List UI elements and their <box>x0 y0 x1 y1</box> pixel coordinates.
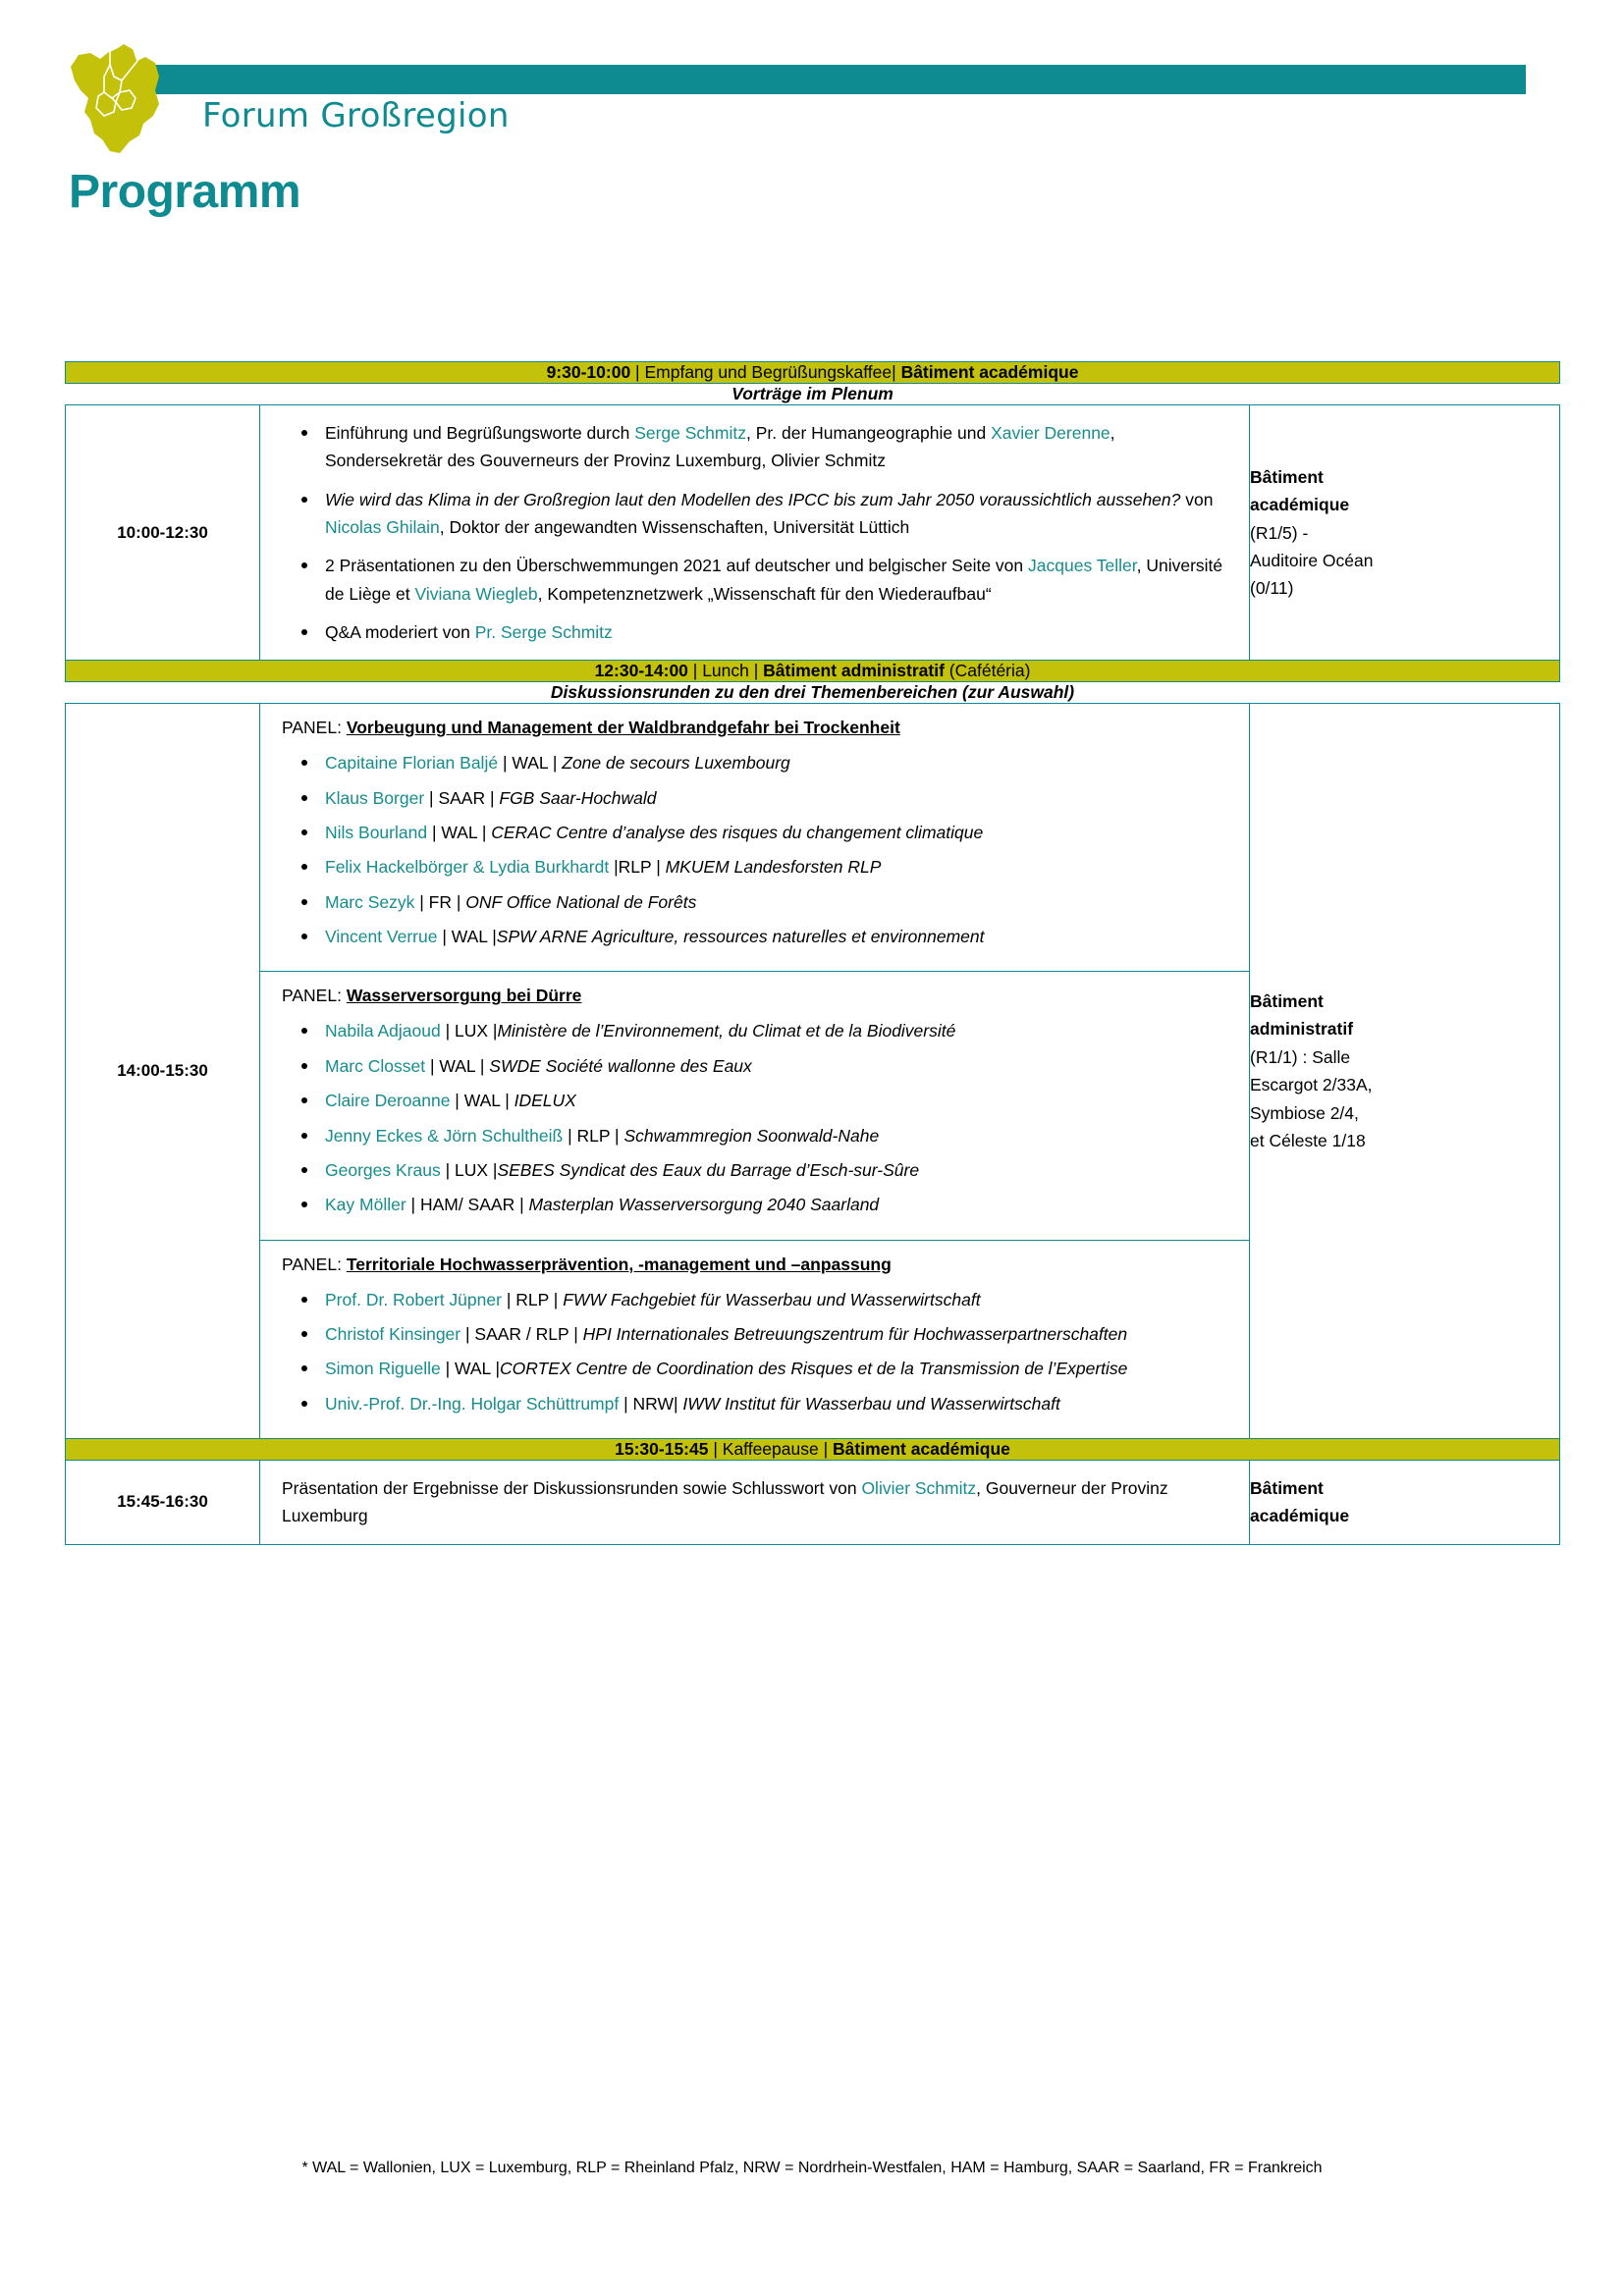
table-row <box>66 704 1560 1439</box>
plenum-bullet-1-seg-2: Nicolas Ghilain <box>325 517 440 538</box>
panel-1-speaker-2-org: IDELUX <box>514 1091 576 1111</box>
panels-place-line-2: (R1/1) : Salle <box>1250 1046 1351 1067</box>
panel-0-speaker-5-region: | WAL | <box>437 927 497 947</box>
panel-1-speaker-4-name: Georges Kraus <box>325 1159 441 1180</box>
panel-2-heading <box>282 1255 1231 1275</box>
panel-0-speaker-3-name: Felix Hackelbörger & Lydia Burkhardt <box>325 857 610 878</box>
plenum-bullet-2 <box>325 552 1229 608</box>
panel-1-speaker-4 <box>325 1156 1231 1184</box>
panel-0-speaker-1-org: FGB Saar-Hochwald <box>499 787 657 808</box>
plenum-bullet-list <box>282 419 1229 646</box>
panel-0-speaker-5 <box>325 923 1231 950</box>
subhead-plenum: Vorträge im Plenum <box>66 384 1560 405</box>
panel-2-speaker-1 <box>325 1320 1231 1348</box>
panel-1-speaker-4-region: | LUX | <box>440 1159 498 1180</box>
plenum-place <box>1250 405 1560 661</box>
page-title: Programm <box>69 166 301 218</box>
panel-1-speaker-4-org: SEBES Syndicat des Eaux du Barrage d’Esch-sur-Sûre <box>497 1159 920 1180</box>
panel-2-speaker-3 <box>325 1390 1231 1417</box>
plenum-bullet-1 <box>325 486 1229 542</box>
band-coffee-time: 15:30-15:45 <box>615 1438 709 1459</box>
plenum-bullet-3 <box>325 618 1229 646</box>
closing-content <box>260 1460 1250 1544</box>
panel-1-speaker-3 <box>325 1122 1231 1149</box>
band-lunch-place: Bâtiment administratif <box>763 661 945 681</box>
band-lunch-time: 12:30-14:00 <box>594 661 688 681</box>
panel-2-speaker-1-name: Christof Kinsinger <box>325 1323 461 1344</box>
panels-place-line-3: Escargot 2/33A, <box>1250 1075 1373 1095</box>
panel-0-speaker-3 <box>325 853 1231 881</box>
panel-1-speaker-2 <box>325 1087 1231 1114</box>
closing-text-seg-2: , Gouverneur der Provinz Luxemburg <box>282 1477 1168 1526</box>
footnote: * WAL = Wallonien, LUX = Luxemburg, RLP = Rheinland Pfalz, NRW = Nordrhein-Westfalen, HAM = Hamburg, SAAR = Saarland, FR = Frankreich <box>301 2160 1323 2176</box>
panel-0-heading <box>282 718 1231 738</box>
panel-1-speaker-1-org: SWDE Société wallonne des Eaux <box>489 1055 752 1076</box>
plenum-content <box>260 405 1250 661</box>
table-row <box>66 362 1560 384</box>
panel-block-0 <box>260 704 1249 972</box>
panel-0-speaker-0-name: Capitaine Florian Baljé <box>325 753 499 774</box>
panel-1-speaker-0-name: Nabila Adjaoud <box>325 1021 441 1041</box>
plenum-bullet-1-seg-0: Wie wird das Klima in der Großregion laut den Modellen des IPCC bis zum Jahr 2050 voraussichtlich aussehen? <box>325 489 1181 509</box>
table-row <box>66 682 1560 704</box>
plenum-place-line-2: (R1/5) - <box>1250 522 1309 543</box>
band-lunch-sep1: | <box>687 661 703 681</box>
panel-0-speaker-2 <box>325 819 1231 846</box>
panel-1-speaker-list <box>282 1017 1231 1218</box>
subhead-panels: Diskussionsrunden zu den drei Themenbereichen (zur Auswahl) <box>66 682 1560 704</box>
panel-block-1 <box>260 972 1249 1240</box>
panel-1-speaker-3-region: | RLP | <box>563 1125 624 1146</box>
plenum-bullet-2-seg-2: , Université de Liège et <box>325 556 1223 604</box>
brand-title: Forum Großregion <box>202 96 510 135</box>
table-row <box>66 1438 1560 1460</box>
panel-block-2 <box>260 1241 1249 1438</box>
panel-0-speaker-1-name: Klaus Borger <box>325 787 425 808</box>
plenum-bullet-3-seg-1: Pr. Serge Schmitz <box>474 622 613 643</box>
closing-text-seg-0: Präsentation der Ergebnisse der Diskussionsrunden sowie Schlusswort von <box>282 1477 862 1498</box>
plenum-place-line-3: Auditoire Océan <box>1250 550 1374 570</box>
panel-2-speaker-2-region: | WAL | <box>440 1359 501 1379</box>
plenum-place-line-4: (0/11) <box>1250 578 1294 599</box>
panel-0-speaker-1 <box>325 784 1231 812</box>
panel-2-speaker-0-name: Prof. Dr. Robert Jüpner <box>325 1289 502 1309</box>
band-lunch-extra: (Cafétéria) <box>944 661 1031 681</box>
panel-0-speaker-0-region: | WAL | <box>498 753 563 774</box>
plenum-bullet-0-seg-1: Serge Schmitz <box>634 423 746 443</box>
plenum-bullet-2-seg-3: Viviana Wiegleb <box>414 583 538 604</box>
plenum-place-line-0: Bâtiment <box>1250 466 1324 487</box>
panel-2-speaker-0-region: | RLP | <box>501 1289 564 1309</box>
table-row <box>66 384 1560 405</box>
band-coffee <box>66 1438 1560 1460</box>
panel-0-speaker-5-name: Vincent Verrue <box>325 927 438 947</box>
plenum-bullet-0-seg-3: Xavier Derenne <box>991 423 1110 443</box>
closing-place-line-0: Bâtiment <box>1250 1477 1324 1498</box>
panel-2-speaker-1-org: HPI Internationales Betreuungszentrum für Hochwasserpartnerschaften <box>582 1323 1128 1344</box>
panel-0-title: Vorbeugung und Management der Waldbrandgefahr bei Trockenheit <box>346 718 900 738</box>
closing-place <box>1250 1460 1560 1544</box>
panel-2-speaker-2-name: Simon Riguelle <box>325 1359 441 1379</box>
teal-header-bar <box>100 65 1526 94</box>
table-row <box>66 661 1560 682</box>
plenum-bullet-0-seg-4: , Sondersekretär des Gouverneurs der Provinz Luxemburg, Olivier Schmitz <box>325 423 1115 471</box>
panel-1-speaker-1 <box>325 1052 1231 1080</box>
panel-2-speaker-0 <box>325 1286 1231 1313</box>
panel-2-speaker-0-org: FWW Fachgebiet für Wasserbau und Wasserwirtschaft <box>563 1289 981 1309</box>
panel-2-speaker-3-name: Univ.-Prof. Dr.-Ing. Holgar Schüttrumpf <box>325 1393 620 1414</box>
panel-0-speaker-1-region: | SAAR | <box>424 787 500 808</box>
panels-place-line-4: Symbiose 2/4, <box>1250 1102 1359 1123</box>
panel-0-speaker-3-org: MKUEM Landesforsten RLP <box>665 857 882 878</box>
panel-0-speaker-0 <box>325 749 1231 776</box>
panel-0-speaker-2-region: | WAL | <box>427 823 492 843</box>
plenum-bullet-0-seg-2: , Pr. der Humangeographie und <box>746 423 992 443</box>
panel-2-speaker-1-region: | SAAR / RLP | <box>460 1323 583 1344</box>
table-row <box>66 1460 1560 1544</box>
panel-1-speaker-0 <box>325 1017 1231 1044</box>
panels-place-line-1: administratif <box>1250 1019 1354 1040</box>
band-welcome-time: 9:30-10:00 <box>546 362 631 382</box>
panels-content <box>260 704 1250 1439</box>
plenum-bullet-1-seg-1: von <box>1180 489 1214 509</box>
band-coffee-sep1: | <box>708 1438 723 1459</box>
panel-0-speaker-list <box>282 749 1231 950</box>
panel-1-speaker-5-org: Masterplan Wasserversorgung 2040 Saarland <box>528 1195 880 1215</box>
program-table <box>65 361 1560 1545</box>
panel-1-speaker-5-region: | HAM/ SAAR | <box>406 1195 529 1215</box>
panel-0-speaker-4 <box>325 888 1231 916</box>
closing-place-line-1: académique <box>1250 1506 1350 1526</box>
panel-2-prefix: PANEL: <box>282 1254 347 1274</box>
panel-0-speaker-0-org: Zone de secours Luxembourg <box>562 753 790 774</box>
panels-place-line-5: et Céleste 1/18 <box>1250 1130 1366 1150</box>
plenum-bullet-2-seg-1: Jacques Teller <box>1028 556 1137 576</box>
panel-2-speaker-list <box>282 1286 1231 1417</box>
plenum-bullet-0 <box>325 419 1229 475</box>
panels-place <box>1250 704 1560 1439</box>
panel-1-speaker-2-region: | WAL | <box>450 1091 514 1111</box>
plenum-bullet-0-seg-0: Einführung und Begrüßungsworte durch <box>325 423 635 443</box>
plenum-time: 10:00-12:30 <box>66 405 260 661</box>
band-lunch <box>66 661 1560 682</box>
plenum-bullet-1-seg-3: , Doktor der angewandten Wissenschaften, Universität Lüttich <box>439 517 910 538</box>
panel-1-speaker-5-name: Kay Möller <box>325 1195 406 1215</box>
panel-0-speaker-4-region: | FR | <box>414 891 466 912</box>
closing-time: 15:45-16:30 <box>66 1460 260 1544</box>
panel-1-speaker-1-name: Marc Closset <box>325 1055 426 1076</box>
panel-1-speaker-2-name: Claire Deroanne <box>325 1091 451 1111</box>
panel-0-speaker-4-name: Marc Sezyk <box>325 891 415 912</box>
plenum-bullet-3-seg-0: Q&A moderiert von <box>325 622 475 643</box>
panel-2-speaker-3-region: | NRW| <box>619 1393 683 1414</box>
panel-1-speaker-3-name: Jenny Eckes & Jörn Schultheiß <box>325 1125 564 1146</box>
plenum-bullet-2-seg-4: , Kompetenznetzwerk „Wissenschaft für den Wiederaufbau“ <box>537 583 992 604</box>
panel-2-speaker-2-org: CORTEX Centre de Coordination des Risques et de la Transmission de l’Expertise <box>500 1359 1128 1379</box>
panel-1-speaker-1-region: | WAL | <box>425 1055 490 1076</box>
panels-place-line-0: Bâtiment <box>1250 991 1324 1012</box>
panel-1-prefix: PANEL: <box>282 986 347 1006</box>
band-welcome-sep1: | <box>630 362 645 382</box>
plenum-place-line-1: académique <box>1250 495 1350 515</box>
panel-0-prefix: PANEL: <box>282 718 347 738</box>
panel-0-speaker-4-org: ONF Office National de Forêts <box>465 891 697 912</box>
panel-0-speaker-3-region: |RLP | <box>609 857 666 878</box>
panel-0-speaker-5-org: SPW ARNE Agriculture, ressources naturelles et environnement <box>496 927 985 947</box>
panel-1-heading <box>282 986 1231 1006</box>
band-coffee-label: Kaffeepause <box>722 1438 819 1459</box>
panel-1-title: Wasserversorgung bei Dürre <box>346 986 582 1006</box>
panel-1-speaker-0-org: Ministère de l’Environnement, du Climat et de la Biodiversité <box>497 1021 956 1041</box>
panel-1-speaker-5 <box>325 1191 1231 1218</box>
panel-2-speaker-3-org: IWW Institut für Wasserbau und Wasserwirtschaft <box>682 1393 1060 1414</box>
table-row <box>66 405 1560 661</box>
panel-0-speaker-2-org: CERAC Centre d’analyse des risques du changement climatique <box>491 823 984 843</box>
panel-2-speaker-2 <box>325 1355 1231 1382</box>
grossregion-map-icon <box>65 37 181 157</box>
band-lunch-label: Lunch <box>702 661 749 681</box>
closing-text-seg-1: Olivier Schmitz <box>861 1477 977 1498</box>
panel-1-speaker-3-org: Schwammregion Soonwald-Nahe <box>623 1125 880 1146</box>
plenum-bullet-2-seg-0: 2 Präsentationen zu den Überschwemmungen 2021 auf deutscher und belgischer Seite von <box>325 556 1029 576</box>
band-coffee-place: Bâtiment académique <box>833 1438 1010 1459</box>
panel-1-speaker-0-region: | LUX | <box>440 1021 498 1041</box>
band-welcome <box>66 362 1560 384</box>
band-welcome-sep2: | <box>892 362 901 382</box>
panels-time: 14:00-15:30 <box>66 704 260 1439</box>
panel-2-title: Territoriale Hochwasserprävention, -management und –anpassung <box>346 1254 892 1274</box>
band-coffee-sep2: | <box>818 1438 834 1459</box>
band-lunch-sep2: | <box>748 661 764 681</box>
band-welcome-label: Empfang und Begrüßungskaffee <box>644 362 893 382</box>
band-welcome-place: Bâtiment académique <box>900 362 1079 382</box>
panel-0-speaker-2-name: Nils Bourland <box>325 823 428 843</box>
